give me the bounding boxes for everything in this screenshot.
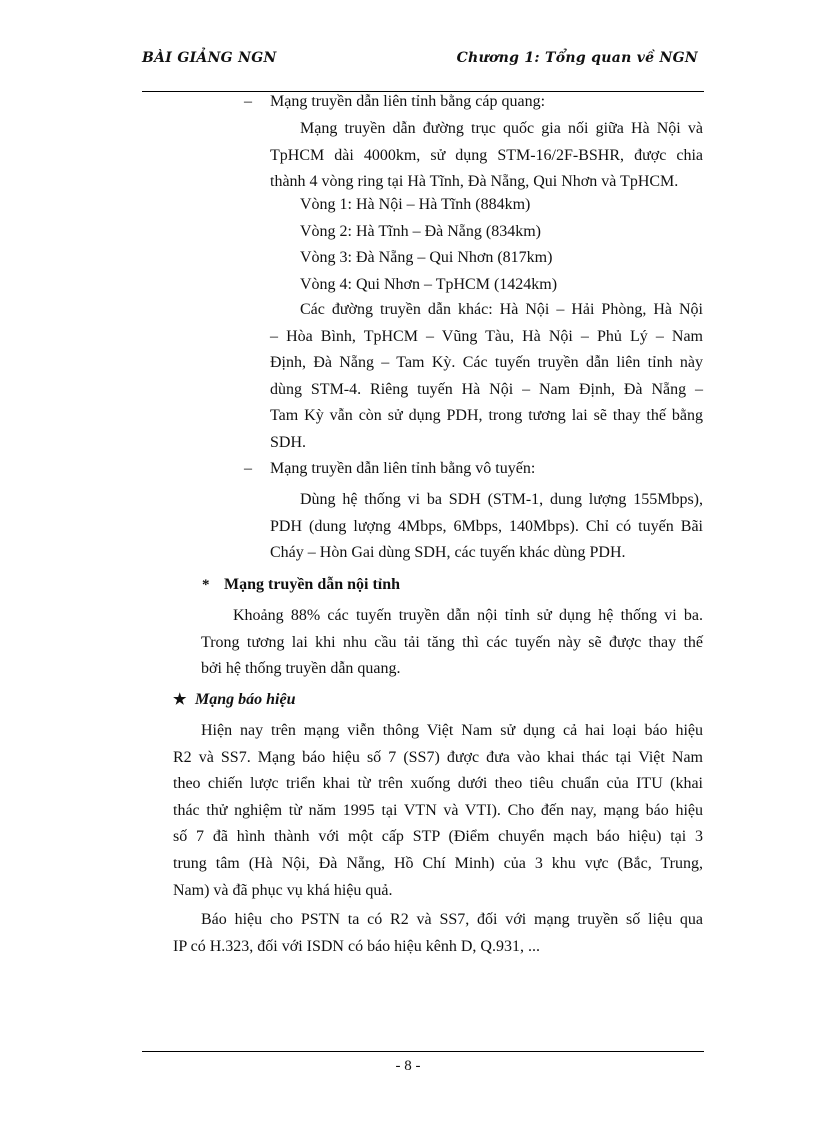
para-line: Cháy – Hòn Gai dùng SDH, các tuyến khác dùng PDH. xyxy=(270,544,626,562)
para-line: Mạng truyền dẫn đường trục quốc gia nối giữa Hà Nội và xyxy=(300,120,703,137)
star-icon: ★ xyxy=(173,692,187,708)
ring-item: Vòng 2: Hà Tĩnh – Đà Nẵng (834km) xyxy=(300,222,541,240)
para-line: – Hòa Bình, TpHCM – Vũng Tàu, Hà Nội – Phủ Lý – Nam xyxy=(270,327,703,345)
fiber-heading: Mạng truyền dẫn liên tỉnh bằng cáp quang: xyxy=(270,93,546,110)
para-line: IP có H.323, đối với ISDN có báo hiệu kênh D, Q.931, ... xyxy=(173,937,540,955)
para-line: trung tâm (Hà Nội, Đà Nẵng, Hồ Chí Minh) của 3 khu vực (Bắc, Trung, xyxy=(173,854,703,872)
radio-heading: Mạng truyền dẫn liên tỉnh bằng vô tuyến: xyxy=(270,460,536,477)
para-line: PDH (dung lượng 4Mbps, 6Mbps, 140Mbps). Chỉ có tuyến Bãi xyxy=(270,517,703,535)
para-line: Hiện nay trên mạng viễn thông Việt Nam sử dụng cả hai loại báo hiệu xyxy=(201,722,703,739)
para-line: Khoảng 88% các tuyến truyền dẫn nội tỉnh sử dụng hệ thống vi ba. xyxy=(233,607,703,624)
para-line: thành 4 vòng ring tại Hà Tĩnh, Đà Nẵng, Qui Nhơn và TpHCM. xyxy=(270,173,679,191)
signal-paragraph xyxy=(173,718,703,904)
asterisk-marker: * xyxy=(202,577,210,593)
para-line: TpHCM dài 4000km, sử dụng STM-16/2F-BSHR, được chia xyxy=(270,146,703,164)
fiber-bullet xyxy=(244,89,545,116)
para-line: dùng STM-4. Riêng tuyến Hà Nội – Nam Định, Đà Nẵng – xyxy=(270,380,703,398)
signal-heading-text: Mạng báo hiệu xyxy=(195,691,296,708)
para-line: R2 và SS7. Mạng báo hiệu số 7 (SS7) được đưa vào khai thác tại Việt Nam xyxy=(173,748,703,766)
other-routes-paragraph xyxy=(270,297,703,457)
para-line: Tam Kỳ vẫn còn sử dụng PDH, trong tương lai sẽ thay thế bằng xyxy=(270,407,703,425)
intra-paragraph xyxy=(201,603,703,683)
para-line: số 7 đã hình thành với một cấp STP (Điểm chuyển mạch báo hiệu) tại 3 xyxy=(173,828,703,846)
para-line: bởi hệ thống truyền dẫn quang. xyxy=(201,660,401,678)
para-line: Định, Đà Nẵng – Tam Kỳ. Các tuyến truyền dẫn liên tỉnh này xyxy=(270,354,703,372)
signal-heading xyxy=(173,687,295,714)
header-title-right: Chương 1: Tổng quan về NGN xyxy=(456,50,698,66)
pstn-paragraph xyxy=(173,907,703,960)
para-line: Các đường truyền dẫn khác: Hà Nội – Hải Phòng, Hà Nội xyxy=(300,301,703,318)
radio-paragraph xyxy=(270,487,703,567)
para-line: Dùng hệ thống vi ba SDH (STM-1, dung lượng 155Mbps), xyxy=(300,491,703,508)
para-line: Nam) và đã phục vụ khá hiệu quả. xyxy=(173,881,393,899)
intra-heading xyxy=(202,572,400,599)
para-line: Báo hiệu cho PSTN ta có R2 và SS7, đối với mạng truyền số liệu qua xyxy=(201,911,703,928)
dash-marker: – xyxy=(244,93,252,110)
ring-item: Vòng 3: Đà Nẵng – Qui Nhơn (817km) xyxy=(300,249,553,267)
para-line: theo chiến lược triển khai từ trên xuống dưới theo tiêu chuẩn của ITU (khai xyxy=(173,775,703,793)
ring-item: Vòng 1: Hà Nội – Hà Tĩnh (884km) xyxy=(300,196,531,213)
footer-rule xyxy=(142,1051,704,1052)
ring-item: Vòng 4: Qui Nhơn – TpHCM (1424km) xyxy=(300,275,558,293)
para-line: SDH. xyxy=(270,433,307,451)
fiber-paragraph xyxy=(270,116,703,196)
para-line: Trong tương lai khi nhu cầu tải tăng thì các tuyến này sẽ được thay thế xyxy=(201,633,703,651)
ring-list xyxy=(300,192,700,298)
intra-heading-text: Mạng truyền dẫn nội tỉnh xyxy=(224,576,401,593)
para-line: thác thử nghiệm từ năm 1995 tại VTN và VTI). Cho đến nay, mạng báo hiệu xyxy=(173,801,703,819)
header-title-left: BÀI GIẢNG NGN xyxy=(142,50,277,66)
radio-bullet xyxy=(244,456,535,483)
page-number: - 8 - xyxy=(395,1058,421,1074)
dash-marker: – xyxy=(244,460,252,477)
